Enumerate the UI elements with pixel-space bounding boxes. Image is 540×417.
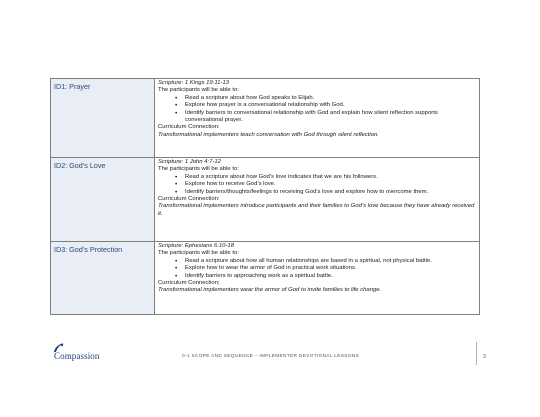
table-row	[51, 158, 480, 242]
logo-wordmark: Compassion	[54, 351, 100, 361]
curriculum-connection-label: Curriculum Connection:	[158, 196, 220, 203]
lesson-content-cell	[155, 242, 480, 315]
curriculum-connection-text: Transformational implementers teach conversation with God through silent reflection.	[158, 131, 379, 138]
list-item: • Read a scripture about how God’s love indicates that we are his followers.	[175, 174, 476, 181]
list-item: • Read a scripture about how God speaks to Elijah.	[175, 95, 476, 102]
objectives-list	[158, 258, 476, 280]
page-number: 3	[483, 354, 486, 360]
footer-divider	[476, 342, 477, 365]
list-item: • Identify barriers to approaching work as a spiritual battle.	[175, 273, 476, 280]
curriculum-connection-text: Transformational implementers wear the armor of God to invite families to life change.	[158, 287, 382, 294]
curriculum-connection-label: Curriculum Connection;	[158, 280, 220, 287]
objectives-list	[158, 95, 476, 125]
table-row	[51, 242, 480, 315]
objectives-intro: The participants will be able to:	[158, 250, 239, 257]
objectives-intro: The participants will be able to:	[158, 87, 239, 94]
curriculum-connection-text: Transformational implementers introduce participants and their families to God’s love because they have already received it.	[158, 203, 475, 217]
footer-title: 0-1 SCOPE AND SEQUENCE – IMPLEMENTER DEVOTIONAL LESSONS	[182, 354, 360, 359]
list-item: • Explore how to wear the armor of God in practical work situations.	[175, 265, 476, 272]
table-row	[51, 79, 480, 158]
list-item: • Explore how prayer is a conversational relationship with God.	[175, 102, 476, 109]
lesson-content-cell	[155, 79, 480, 158]
objectives-intro: The participants will be able to:	[158, 166, 239, 173]
objectives-list	[158, 174, 476, 196]
lesson-id-cell: ID3: God’s Protection	[51, 242, 155, 315]
curriculum-connection-label: Curriculum Connection:	[158, 124, 220, 131]
list-item: • Identify barriers/thoughts/feelings to receiving God’s love and explore how to overcome them.	[175, 189, 476, 196]
lesson-id-cell: ID1: Prayer	[51, 79, 155, 158]
lesson-content-cell	[155, 158, 480, 242]
list-item: • Read a scripture about how all human relationships are based in a spiritual, not physical battle.	[175, 258, 476, 265]
list-item: • Explore how to receive God’s love.	[175, 181, 476, 188]
lesson-id-cell: ID2: God’s Love	[51, 158, 155, 242]
scripture-reference: Scripture: 1 Kings 19:11-13	[158, 80, 229, 86]
scripture-reference: Scripture: 1 John 4:7-12	[158, 159, 221, 165]
scripture-reference: Scripture: Ephesians 6:10-18	[158, 243, 234, 249]
list-item: • Identify barriers to conversational relationship with God and explain how silent reflection supports conversational prayer.	[175, 110, 476, 125]
scope-sequence-table	[50, 78, 480, 315]
compassion-logo	[50, 342, 110, 364]
